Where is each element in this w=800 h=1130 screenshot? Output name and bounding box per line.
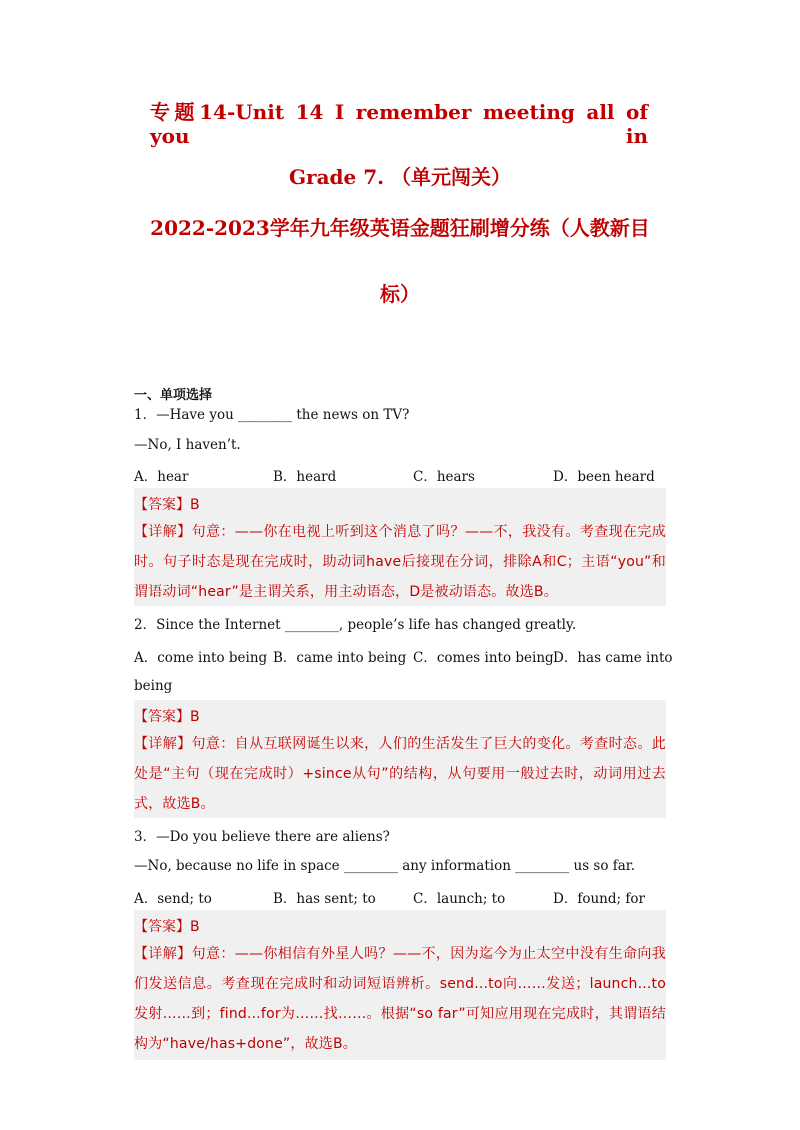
question-1-reply: —No, I haven’t. <box>134 437 241 453</box>
answer-box-3 <box>134 910 666 1060</box>
section-heading: 一、单项选择 <box>134 388 213 403</box>
title-line-3: 2022-2023学年九年级英语金题狂刷增分练（人教新目 <box>150 216 650 240</box>
answer-2: 【答案】B <box>134 709 200 725</box>
answer-box-2 <box>134 700 666 818</box>
option-a: A．hear <box>134 469 189 485</box>
question-1-stem: 1．—Have you ________ the news on TV? <box>134 407 410 423</box>
option-b: B．came into being <box>273 650 407 666</box>
option-d: D．been heard <box>553 469 655 485</box>
option-d: D．found; for <box>553 891 645 907</box>
option-c: C．hears <box>413 469 475 485</box>
title-line-4: 标） <box>380 282 420 306</box>
option-b: B．has sent; to <box>273 891 376 907</box>
explanation-3: 【详解】句意：——你相信有外星人吗？——不，因为迄今为止太空中没有生命向我们发送信息。考查现在完成时和动词短语辨析。send...to向……发送；launch...to发射……到；find...for为……找……。根据“so far”可知应用现在完成时，其谓语结构为“have/has+done”，故选B。 <box>134 946 666 1052</box>
answer-box-1 <box>134 488 666 606</box>
option-c: C．launch; to <box>413 891 506 907</box>
title-line-1: 专题14-Unit 14 I remember meeting all of you in <box>150 100 648 148</box>
explanation-1: 【详解】句意：——你在电视上听到这个消息了吗？——不，我没有。考查现在完成时。句子时态是现在完成时，助动词have后接现在分词，排除A和C；主语“you”和谓语动词“hear”是主谓关系，用主动语态，D是被动语态。故选B。 <box>134 524 666 600</box>
question-2-option-wrap: being <box>134 678 173 694</box>
option-a: A．send; to <box>134 891 212 907</box>
title-line-2: Grade 7. （单元闯关） <box>288 165 512 189</box>
option-d: D．has came into <box>553 650 673 666</box>
explanation-2: 【详解】句意：自从互联网诞生以来，人们的生活发生了巨大的变化。考查时态。此处是“主句（现在完成时）+since从句”的结构，从句要用一般过去时，动词用过去式，故选B。 <box>134 736 666 812</box>
option-a: A．come into being <box>134 650 268 666</box>
question-2-stem: 2．Since the Internet ________, people’s life has changed greatly. <box>134 617 577 633</box>
option-b: B．heard <box>273 469 337 485</box>
question-3-stem: 3．—Do you believe there are aliens? <box>134 829 390 845</box>
option-c: C．comes into being <box>413 650 554 666</box>
question-3-options <box>134 887 674 905</box>
question-1-options <box>134 465 674 483</box>
question-3-reply: —No, because no life in space ________ any information ________ us so far. <box>134 858 636 874</box>
question-2-options <box>134 646 674 664</box>
answer-1: 【答案】B <box>134 497 200 513</box>
answer-3: 【答案】B <box>134 919 200 935</box>
